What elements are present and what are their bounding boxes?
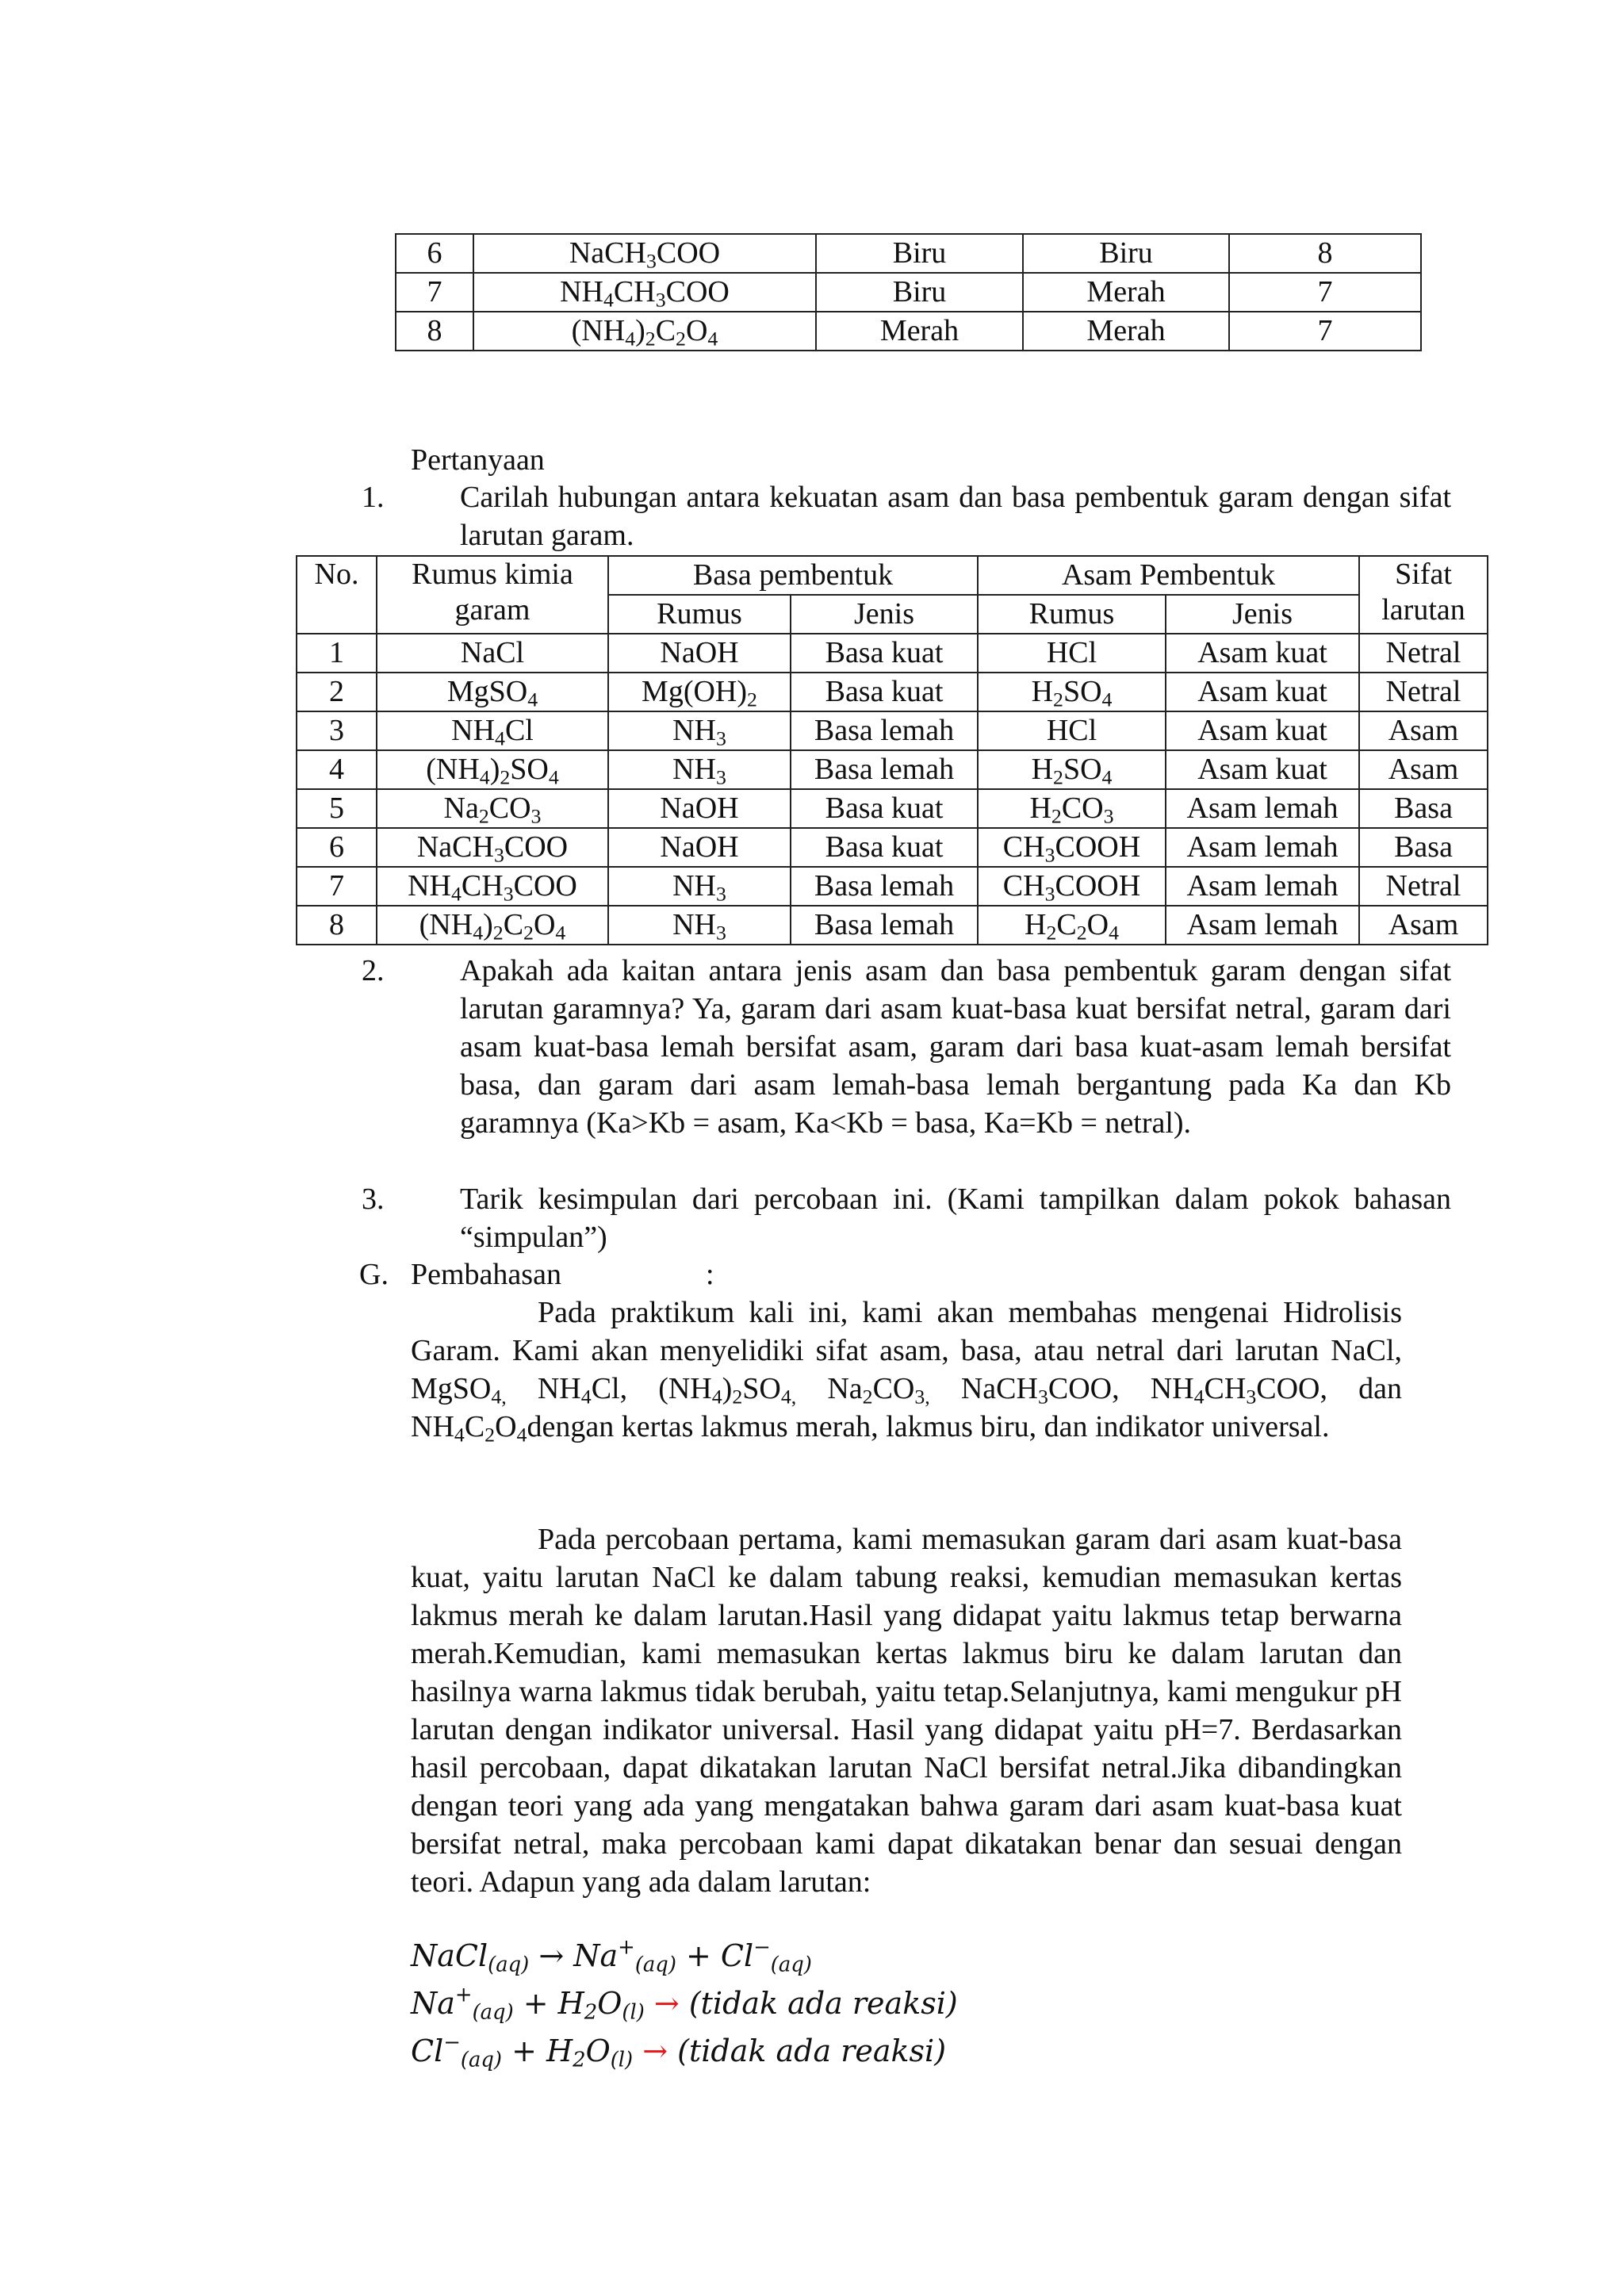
question-1-text: Carilah hubungan antara kekuatan asam dan basa pembentuk garam dengan sifat larutan garam.: [460, 481, 1451, 552]
discussion-heading: [359, 1255, 835, 1294]
cell-red-litmus: Merah: [816, 312, 1023, 351]
table-row: [297, 750, 1488, 789]
cell-base-type: Basa kuat: [791, 789, 978, 828]
cell-base-formula: $NH_3$: [608, 750, 791, 789]
cell-acid-formula: HCl: [978, 634, 1166, 673]
cell-acid-type: Asam lemah: [1166, 789, 1359, 828]
cell-solution-nature: Basa: [1359, 828, 1488, 867]
cell-salt: NaCH$_3$COO: [473, 234, 816, 273]
reaction-equations: [411, 1937, 1402, 2079]
header-basa-jenis: Jenis: [791, 595, 978, 634]
reaction-equation-3: $Cl^-_{(aq)} + H_2O_{(l)}$ → (tidak ada reaksi): [411, 2030, 947, 2072]
cell-solution-nature: Asam: [1359, 906, 1488, 945]
reaction-equation-2: $Na^+_{(aq)} + H_2O_{(l)}$ → (tidak ada reaksi): [411, 1983, 958, 2025]
discussion-letter: G.: [359, 1258, 389, 1291]
table-row: [396, 273, 1421, 312]
cell-ph: 7: [1229, 273, 1421, 312]
cell-acid-formula: HCl: [978, 711, 1166, 750]
cell-blue-litmus: Merah: [1023, 312, 1229, 351]
cell-red-litmus: Biru: [816, 273, 1023, 312]
cell-base-formula: NaOH: [608, 828, 791, 867]
cell-base-type: Basa kuat: [791, 634, 978, 673]
table-row: [396, 312, 1421, 351]
question-2: [362, 952, 1451, 1142]
question-3: [362, 1180, 1451, 1256]
cell-acid-type: Asam lemah: [1166, 867, 1359, 906]
cell-base-formula: $Mg(OH)_2$: [608, 673, 791, 711]
table-row: [297, 828, 1488, 867]
header-asam-rumus: Rumus: [978, 595, 1166, 634]
cell-no: 2: [297, 673, 377, 711]
cell-salt-formula: MgSO$_4$: [377, 673, 608, 711]
cell-base-type: Basa lemah: [791, 711, 978, 750]
table-row: [297, 711, 1488, 750]
cell-no: 6: [396, 234, 473, 273]
cell-salt-formula: $Na_2CO_3$: [377, 789, 608, 828]
discussion-title: Pembahasan: [411, 1258, 561, 1291]
cell-no: 3: [297, 711, 377, 750]
cell-ph: 7: [1229, 312, 1421, 351]
cell-solution-nature: Basa: [1359, 789, 1488, 828]
cell-acid-type: Asam lemah: [1166, 828, 1359, 867]
cell-base-formula: $NH_3$: [608, 867, 791, 906]
table-row: [297, 673, 1488, 711]
cell-solution-nature: Netral: [1359, 673, 1488, 711]
cell-no: 8: [396, 312, 473, 351]
cell-salt: $(NH_4)_2C_2O_4$: [473, 312, 816, 351]
cell-acid-formula: $H_2CO_3$: [978, 789, 1166, 828]
cell-base-formula: NaOH: [608, 789, 791, 828]
table-row: [297, 634, 1488, 673]
observation-table: [395, 233, 1422, 351]
cell-no: 8: [297, 906, 377, 945]
cell-salt-formula: $NH_4Cl$: [377, 711, 608, 750]
cell-acid-type: Asam kuat: [1166, 711, 1359, 750]
cell-base-formula: NaOH: [608, 634, 791, 673]
salt-hydrolysis-table: [296, 555, 1488, 945]
cell-acid-formula: $H_2C_2O_4$: [978, 906, 1166, 945]
cell-ph: 8: [1229, 234, 1421, 273]
cell-solution-nature: Netral: [1359, 634, 1488, 673]
cell-acid-type: Asam kuat: [1166, 634, 1359, 673]
header-sifat-larutan: Sifat larutan: [1359, 556, 1488, 634]
cell-no: 1: [297, 634, 377, 673]
cell-salt-formula: NaCH$_3$COO: [377, 828, 608, 867]
cell-salt-formula: $(NH_4)_2C_2O_4$: [377, 906, 608, 945]
cell-salt-formula: $NH_4CH_3COO$: [377, 867, 608, 906]
cell-base-type: Basa kuat: [791, 673, 978, 711]
question-1-number: 1.: [362, 481, 385, 514]
cell-solution-nature: Asam: [1359, 711, 1488, 750]
cell-no: 4: [297, 750, 377, 789]
cell-acid-type: Asam kuat: [1166, 750, 1359, 789]
cell-blue-litmus: Biru: [1023, 234, 1229, 273]
header-asam-pembentuk: Asam Pembentuk: [978, 556, 1359, 595]
table-row: [297, 906, 1488, 945]
question-2-number: 2.: [362, 954, 385, 987]
cell-salt-formula: $(NH_4)_2SO_4$: [377, 750, 608, 789]
cell-acid-formula: $H_2SO_4$: [978, 673, 1166, 711]
cell-base-type: Basa lemah: [791, 867, 978, 906]
cell-no: 5: [297, 789, 377, 828]
table-row: [396, 234, 1421, 273]
header-basa-rumus: Rumus: [608, 595, 791, 634]
discussion-paragraph-2: Pada percobaan pertama, kami memasukan garam dari asam kuat-basa kuat, yaitu larutan NaCl ke dalam tabung reaksi, kemudian memasukan kertas lakmus merah ke dalam larutan.Hasil yang didapat yaitu lakmus tetap berwarna merah.Kemudian, kami memasukan kertas lakmus biru ke dalam larutan dan hasilnya warna lakmus tidak berubah, yaitu tetap.Selanjutnya, kami mengukur pH larutan dengan indikator universal. Hasil yang didapat yaitu pH=7. Berdasarkan hasil percobaan, dapat dikatakan larutan NaCl bersifat netral.Jika dibandingkan dengan teori yang ada yang mengatakan bahwa garam dari asam kuat-basa kuat bersifat netral, maka percobaan kami dapat dikatakan benar dan sesuai dengan teori. Adapun yang ada dalam larutan:: [411, 1523, 1402, 1899]
cell-acid-formula: $CH_3COOH$: [978, 828, 1166, 867]
question-3-text: Tarik kesimpulan dari percobaan ini. (Kami tampilkan dalam pokok bahasan “simpulan”): [460, 1182, 1451, 1254]
cell-base-formula: $NH_3$: [608, 906, 791, 945]
cell-salt: $NH_4CH_3COO$: [473, 273, 816, 312]
cell-base-type: Basa kuat: [791, 828, 978, 867]
cell-acid-type: Asam kuat: [1166, 673, 1359, 711]
cell-solution-nature: Netral: [1359, 867, 1488, 906]
header-basa-pembentuk: Basa pembentuk: [608, 556, 978, 595]
cell-red-litmus: Biru: [816, 234, 1023, 273]
table-row: [297, 789, 1488, 828]
cell-acid-formula: $H_2SO_4$: [978, 750, 1166, 789]
question-2-text: Apakah ada kaitan antara jenis asam dan basa pembentuk garam dengan sifat larutan garamnya? Ya, garam dari asam kuat-basa kuat bersifat netral, garam dari asam kuat-basa lemah bersifat asam, garam dari basa kuat-asam lemah bersifat basa, dan garam dari asam lemah-basa lemah bergantung pada Ka dan Kb garamnya (Ka>Kb = asam, Ka<Kb = basa, Ka=Kb = netral).: [460, 954, 1451, 1140]
cell-solution-nature: Asam: [1359, 750, 1488, 789]
cell-no: 7: [297, 867, 377, 906]
cell-base-type: Basa lemah: [791, 750, 978, 789]
questions-heading: Pertanyaan: [411, 443, 545, 477]
cell-blue-litmus: Merah: [1023, 273, 1229, 312]
cell-no: 7: [396, 273, 473, 312]
header-rumus-kimia: Rumus kimia garam: [377, 556, 608, 634]
header-asam-jenis: Jenis: [1166, 595, 1359, 634]
cell-acid-type: Asam lemah: [1166, 906, 1359, 945]
discussion-colon: :: [706, 1258, 714, 1291]
cell-acid-formula: $CH_3COOH$: [978, 867, 1166, 906]
cell-no: 6: [297, 828, 377, 867]
cell-base-type: Basa lemah: [791, 906, 978, 945]
header-no: No.: [297, 556, 377, 634]
table-row: [297, 867, 1488, 906]
discussion-paragraph-1: Pada praktikum kali ini, kami akan membahas mengenai Hidrolisis Garam. Kami akan menyelidiki sifat asam, basa, atau netral dari larutan NaCl, MgSO$_{4,}$ $NH_4Cl$, $(NH_4)_2SO_{4,}$ $Na_2CO_{3,}$ NaCH$_3$COO, $NH_4CH_3COO$, dan $NH_4C_2O_4dengan$ kertas lakmus merah, lakmus biru, dan indikator universal.: [411, 1296, 1402, 1447]
cell-base-formula: $NH_3$: [608, 711, 791, 750]
question-1: [362, 478, 1451, 554]
reaction-equation-1: NaCl$_{(aq)}$ → $Na^+_{(aq)} + Cl^-_{(aq)}$: [411, 1935, 812, 1977]
question-3-number: 3.: [362, 1182, 385, 1216]
cell-salt-formula: NaCl: [377, 634, 608, 673]
